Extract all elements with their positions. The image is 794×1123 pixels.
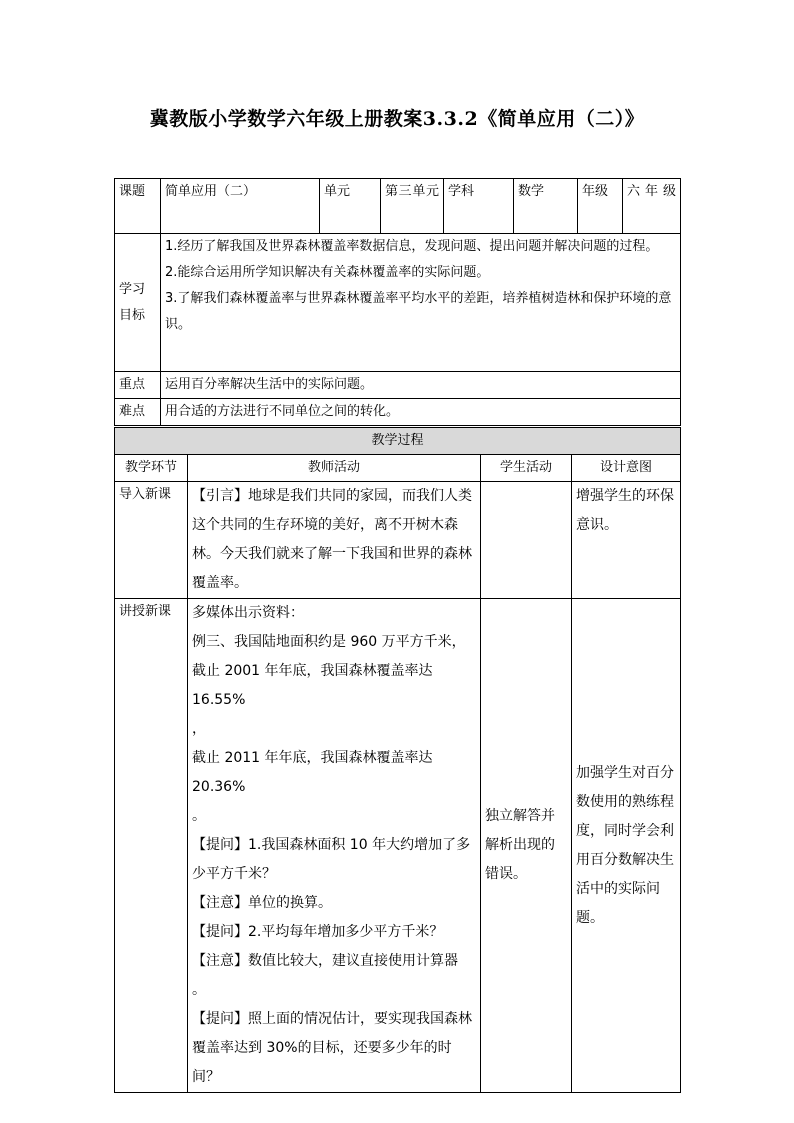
stage-cell: 讲授新课 (115, 599, 188, 1093)
goals-label: 学习目标 (115, 234, 161, 372)
teacher-line: 【注意】数值比较大，建议直接使用计算器 (192, 953, 458, 969)
goal-item: 3.了解我们森林覆盖率与世界森林覆盖率平均水平的差距，培养植树造林和保护环境的意识。 (165, 291, 672, 332)
teacher-activity-cell (188, 599, 481, 1093)
teacher-line: 【提问】1.我国森林面积 10 年大约增加了多少平方千米？ (192, 837, 471, 882)
teacher-line: 【提问】2.平均每年增加多少平方千米？ (192, 924, 444, 940)
page-title: 冀教版小学数学六年级上册教案3.3.2《简单应用（二）》 (149, 108, 645, 130)
student-activity-cell (481, 482, 572, 599)
column-header: 设计意图 (572, 455, 681, 482)
column-header: 学生活动 (481, 455, 572, 482)
lesson-info-table (114, 178, 681, 426)
teacher-line: 【引言】地球是我们共同的家园，而我们人类这个共同的生存环境的美好，离不开树木森林。今天我们就来了解一下我国和世界的森林覆盖率。 (192, 488, 472, 591)
header-row (115, 179, 681, 234)
teaching-process-table (114, 427, 681, 1093)
teacher-line: 。 (192, 808, 206, 824)
subject-value: 数学 (514, 179, 578, 234)
table-row (115, 482, 681, 599)
grade-value: 六年级 (623, 179, 681, 234)
teacher-line: 截止 2001 年年底，我国森林覆盖率达 16.55% (192, 663, 433, 708)
difficulty-text: 用合适的方法进行不同单位之间的转化。 (161, 399, 681, 426)
teacher-line: 【提问】照上面的情况估计，要实现我国森林覆盖率达到 30%的目标，还要多少年的时间？ (192, 1011, 472, 1085)
process-title: 教学过程 (115, 428, 681, 455)
key-point-row (115, 372, 681, 399)
goals-content (161, 234, 681, 372)
stage-cell: 导入新课 (115, 482, 188, 599)
key-point-label: 重点 (115, 372, 161, 399)
key-point-text: 运用百分率解决生活中的实际问题。 (161, 372, 681, 399)
column-header: 教学环节 (115, 455, 188, 482)
teacher-activity-cell (188, 482, 481, 599)
goal-item: 1.经历了解我国及世界森林覆盖率数据信息，发现问题、提出问题并解决问题的过程。 (165, 239, 659, 254)
unit-label: 单元 (320, 179, 381, 234)
topic-label: 课题 (115, 179, 161, 234)
goal-item: 2.能综合运用所学知识解决有关森林覆盖率的实际问题。 (165, 265, 490, 280)
difficulty-row (115, 399, 681, 426)
grade-label: 年级 (578, 179, 623, 234)
student-activity-cell: 独立解答并解析出现的错误。 (481, 599, 572, 1093)
column-header: 教师活动 (188, 455, 481, 482)
teacher-line: 多媒体出示资料： (192, 605, 304, 621)
teacher-line: 。 (192, 982, 206, 998)
difficulty-label: 难点 (115, 399, 161, 426)
table-row (115, 599, 681, 1093)
goals-row (115, 234, 681, 372)
teacher-line: ， (192, 721, 206, 737)
topic-value: 简单应用（二） (161, 179, 320, 234)
design-intent-cell: 加强学生对百分数使用的熟练程度，同时学会利用百分数解决生活中的实际问题。 (572, 599, 681, 1093)
teacher-line: 截止 2011 年年底，我国森林覆盖率达 20.36% (192, 750, 433, 795)
design-intent-cell: 增强学生的环保意识。 (572, 482, 681, 599)
unit-value: 第三单元 (381, 179, 444, 234)
subject-label: 学科 (444, 179, 514, 234)
teacher-line: 例三、我国陆地面积约是 960 万平方千米， (192, 634, 466, 650)
teacher-line: 【注意】单位的换算。 (192, 895, 332, 911)
process-header-row (115, 455, 681, 482)
